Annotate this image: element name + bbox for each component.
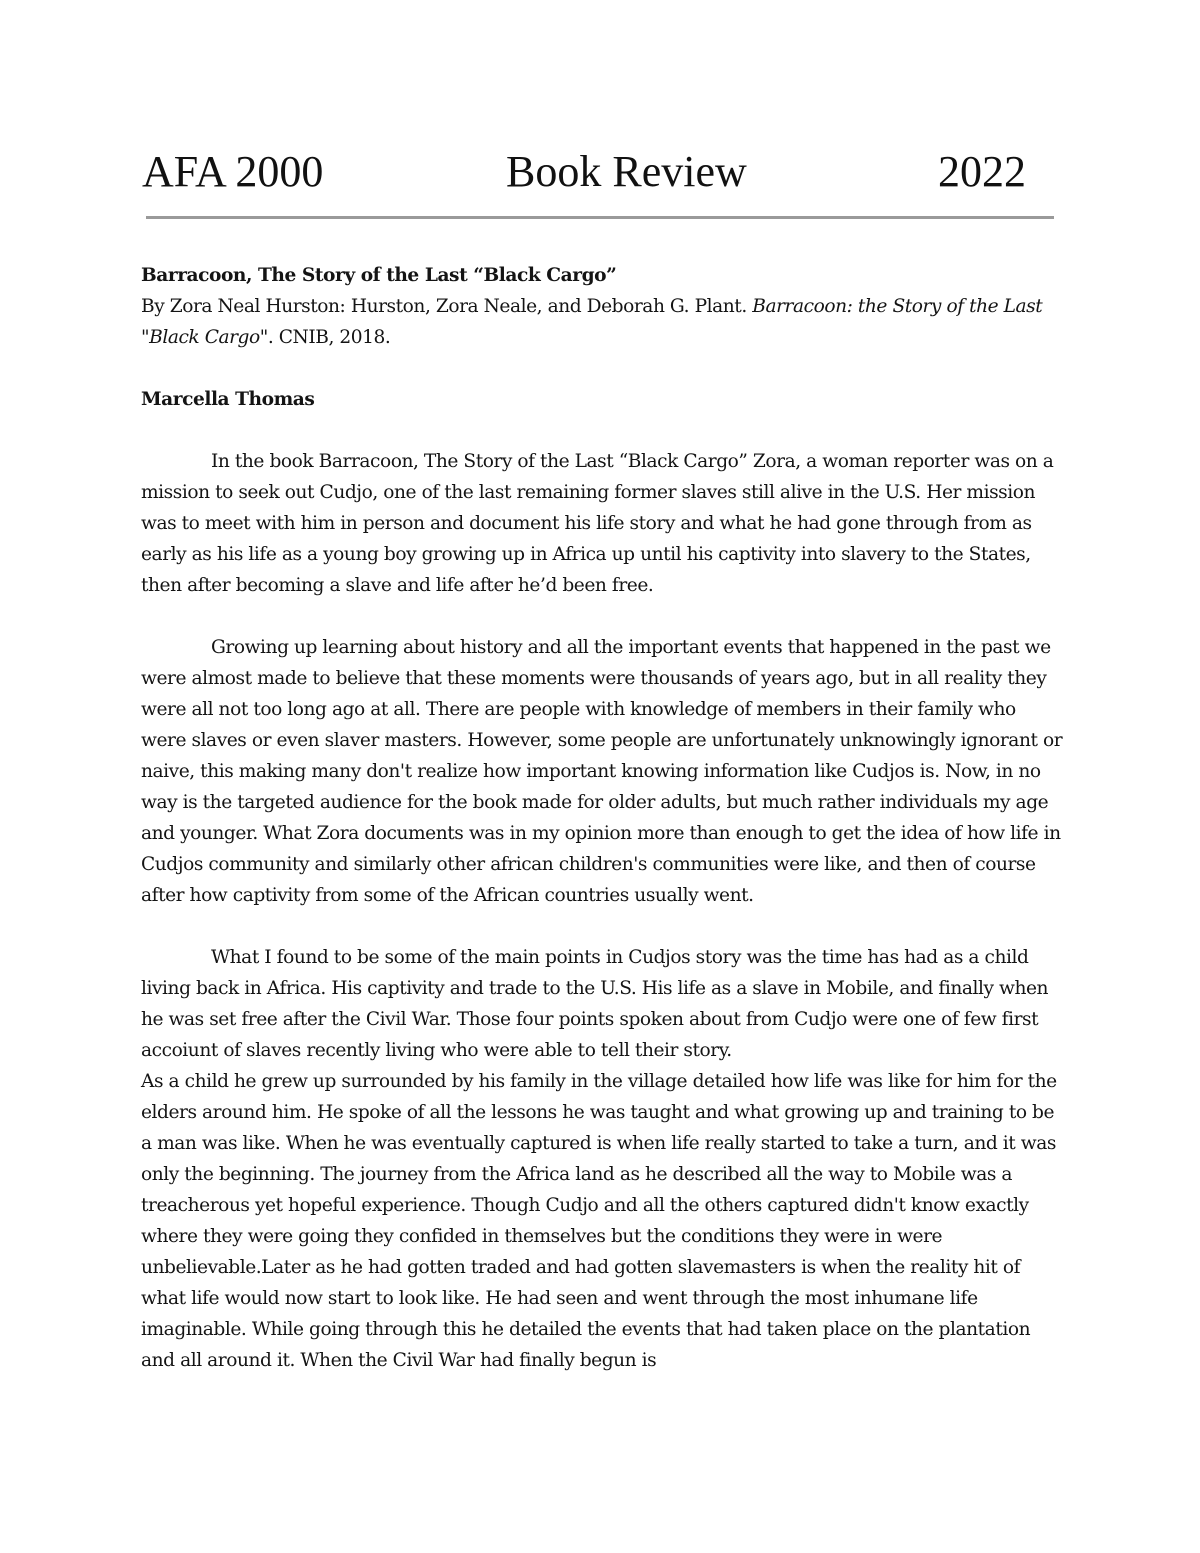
paragraph-1: In the book Barracoon, The Story of the Last “Black Cargo” Zora, a woman reporter was on a mission to seek out Cudjo, one of the last remaining former slaves still alive in the U.S. Her mission was to meet with him in person and document his life story and what he had gone through from as early as his life as a young boy growing up in Africa up until his captivity into slavery to the States, then after becoming a slave and life after he’d been free. xyxy=(141,451,1054,596)
citation-suffix: . CNIB, 2018. xyxy=(267,327,391,348)
course-code: AFA 2000 xyxy=(142,147,324,196)
year: 2022 xyxy=(938,147,1026,196)
document-type: Book Review xyxy=(506,147,747,196)
paragraph-3: What I found to be some of the main points in Cudjos story was the time has had as a child living back in Africa. His captivity and trade to the U.S. His life as a slave in Mobile, and finally when he was set free after the Civil War. Those four points spoken about from Cudjo were one of few first accoiunt of slaves recently living who were able to tell their story. xyxy=(141,947,1049,1061)
review-author: Marcella Thomas xyxy=(141,389,315,410)
citation-prefix: By Zora Neal Hurston: Hurston, Zora Neale, and Deborah G. Plant. xyxy=(141,296,753,317)
book-citation xyxy=(141,291,1063,353)
book-title: Barracoon, The Story of the Last “Black Cargo” xyxy=(141,265,617,286)
paragraph-2: Growing up learning about history and all the important events that happened in the past we were almost made to believe that these moments were thousands of years ago, but in all reality they were all not too long ago at all. There are people with knowledge of members in their family who were slaves or even slaver masters. However, some people are unfortunately unknowingly ignorant or naive, this making many don't realize how important knowing information like Cudjos is. Now, in no way is the targeted audience for the book made for older adults, but much rather individuals my age and younger. What Zora documents was in my opinion more than enough to get the idea of how life in Cudjos community and similarly other african children's communities were like, and then of course after how captivity from some of the African countries usually went. xyxy=(141,637,1063,906)
header-divider xyxy=(146,216,1054,219)
paragraph-4: As a child he grew up surrounded by his family in the village detailed how life was like for him for the elders around him. He spoke of all the lessons he was taught and what growing up and training to be a man was like. When he was eventually captured is when life really started to take a turn, and it was only the beginning. The journey from the Africa land as he described all the way to Mobile was a treacherous yet hopeful experience. Though Cudjo and all the others captured didn't know exactly where they were going they confided in themselves but the conditions they were in were unbelievable.Later as he had gotten traded and had gotten slavemasters is when the reality hit of what life would now start to look like. He had seen and went through the most inhumane life imaginable. While going through this he detailed the events that had taken place on the plantation and all around it. When the Civil War had finally begun is xyxy=(141,1071,1057,1371)
citation-italic-title: Barracoon: the Story of the Last "Black Cargo" xyxy=(141,296,1043,348)
review-body xyxy=(141,260,1063,1376)
page-header xyxy=(142,142,1026,202)
